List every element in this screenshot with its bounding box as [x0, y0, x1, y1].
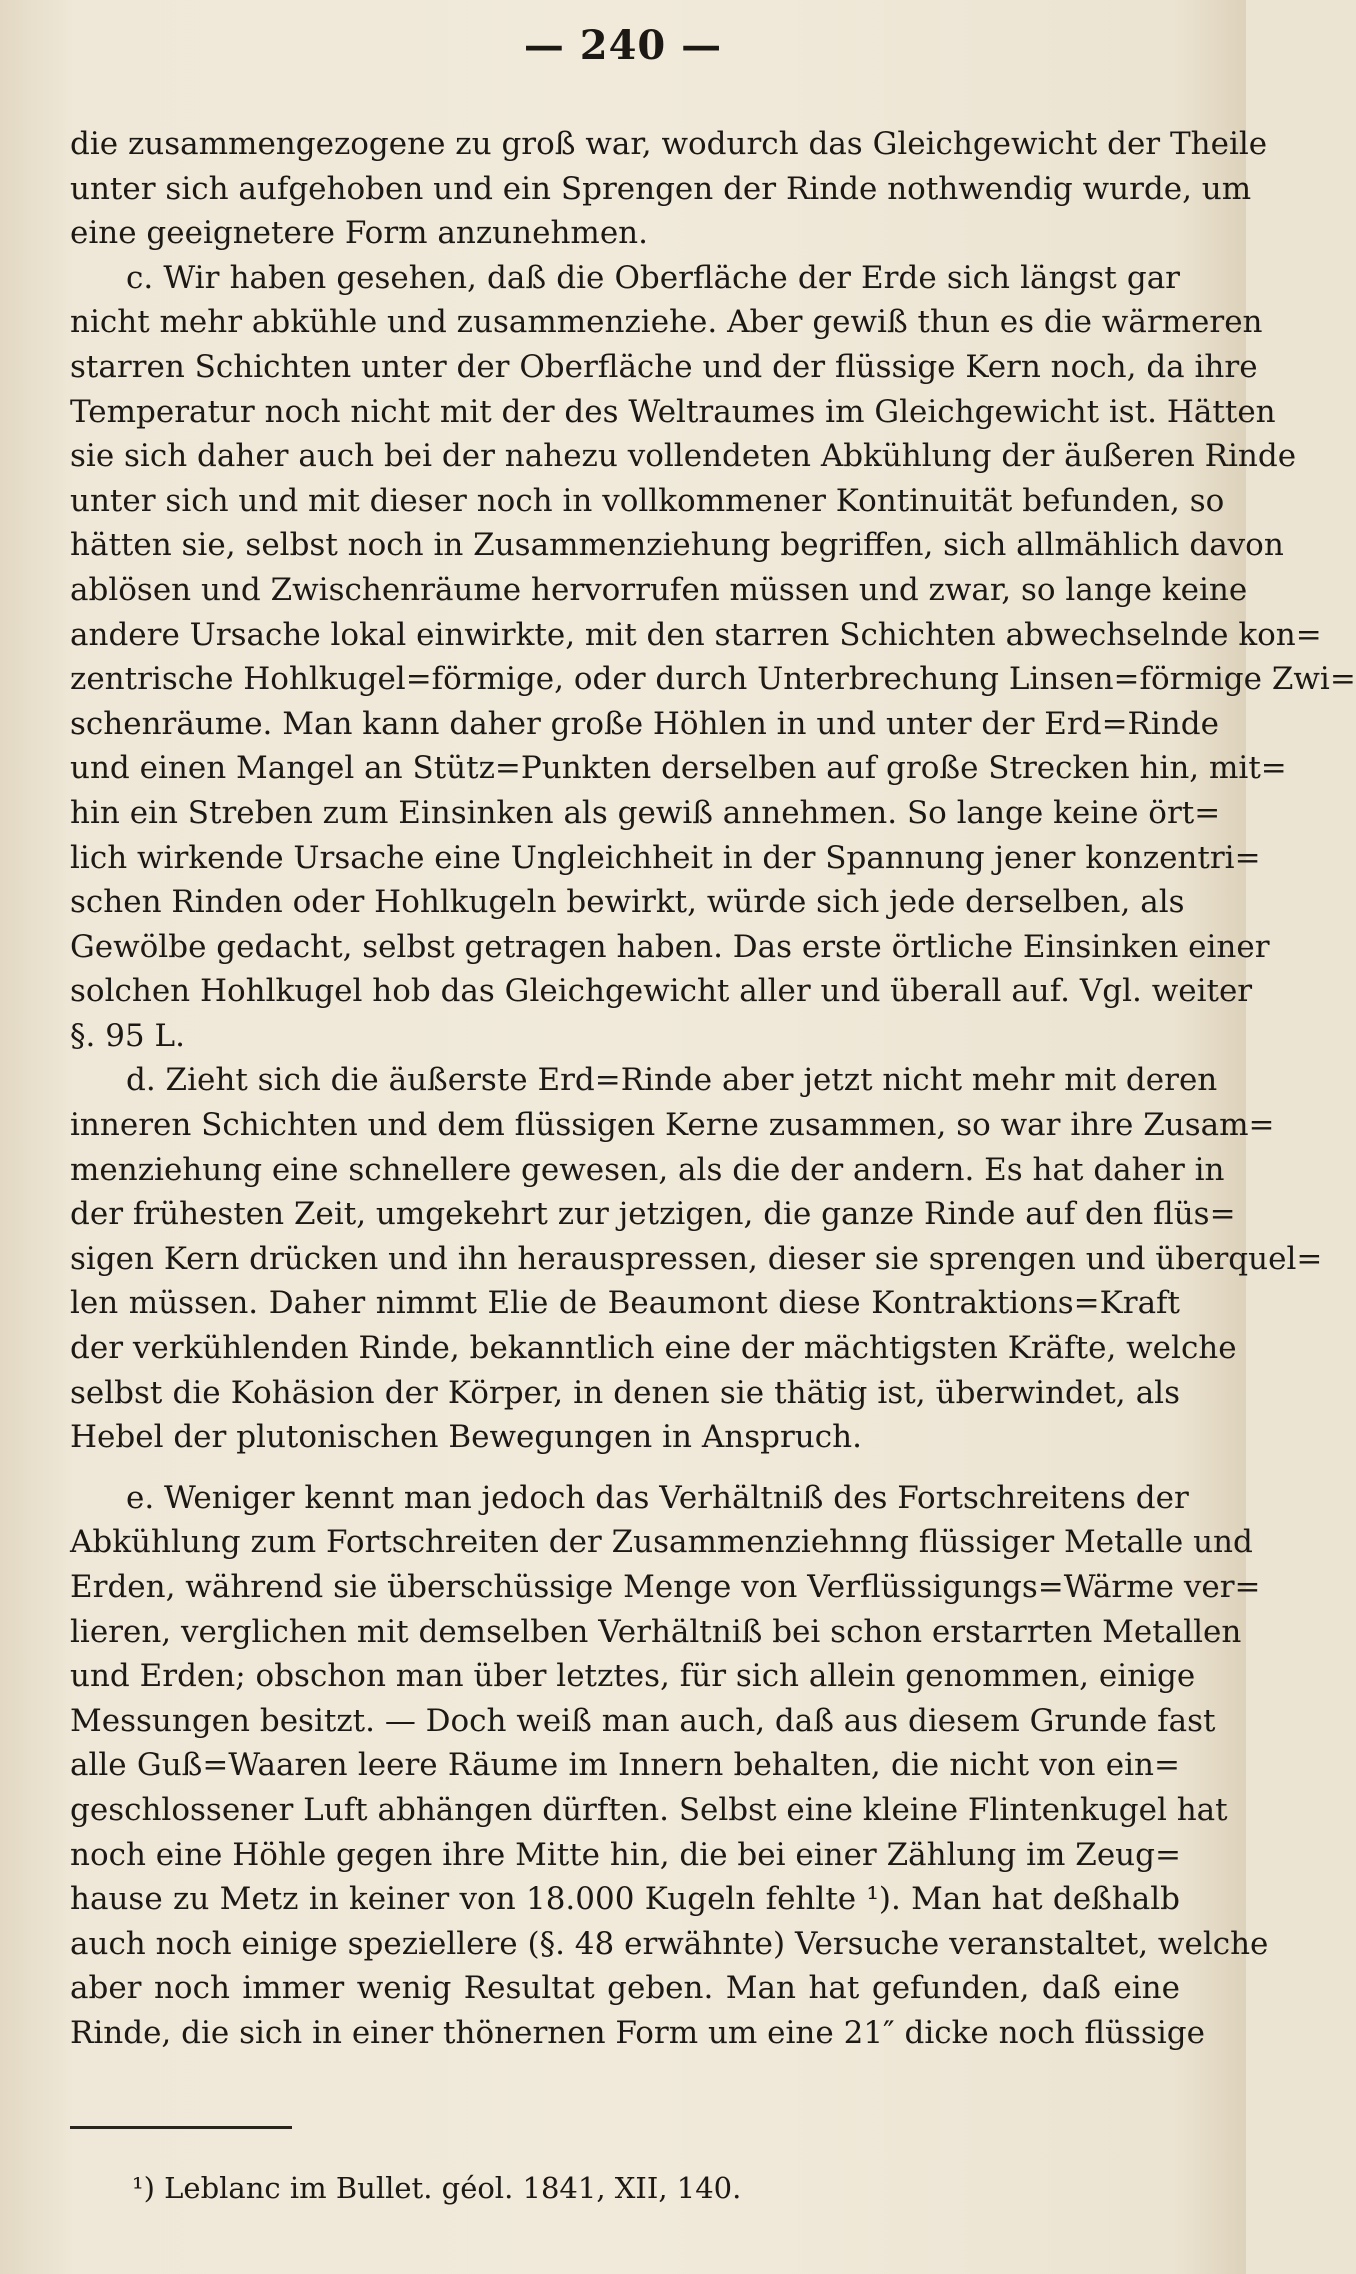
text-line: der verkühlenden Rinde, bekanntlich eine der mächtigsten Kräfte, welche [70, 1330, 1237, 1367]
text-line: alle Guß=Waaren leere Räume im Innern behalten, die nicht von ein= [70, 1747, 1180, 1784]
text-line: noch eine Höhle gegen ihre Mitte hin, die bei einer Zählung im Zeug= [70, 1836, 1181, 1873]
text-line: auch noch einige speziellere (§. 48 erwähnte) Versuche veranstaltet, welche [70, 1925, 1269, 1962]
text-line: len müssen. Daher nimmt Elie de Beaumont diese Kontraktions=Kraft [70, 1285, 1180, 1322]
text-line: Rinde, die sich in einer thönernen Form um eine 21″ dicke noch flüssige [70, 2014, 1205, 2051]
paragraph-c [70, 256, 1356, 1059]
text-line: Temperatur noch nicht mit der des Weltraumes im Gleichgewicht ist. Hätten [70, 393, 1276, 430]
text-line: Gewölbe gedacht, selbst getragen haben. Das erste örtliche Einsinken einer [70, 928, 1270, 965]
text-line: lieren, verglichen mit demselben Verhältniß bei schon erstarrten Metallen [70, 1613, 1242, 1650]
text-line: Messungen besitzt. — Doch weiß man auch, daß aus diesem Grunde fast [70, 1702, 1216, 1739]
text-line: andere Ursache lokal einwirkte, mit den starren Schichten abwechselnde kon= [70, 616, 1322, 653]
paragraph-continuation [70, 122, 1268, 256]
text-line: eine geeignetere Form anzunehmen. [70, 215, 648, 252]
text-line: sigen Kern drücken und ihn herauspressen, dieser sie sprengen und überquel= [70, 1240, 1323, 1277]
text-line: hätten sie, selbst noch in Zusammenziehung begriffen, sich allmählich davon [70, 527, 1284, 564]
text-line: sie sich daher auch bei der nahezu vollendeten Abkühlung der äußeren Rinde [70, 438, 1297, 475]
text-line: lich wirkende Ursache eine Ungleichheit in der Spannung jener konzentri= [70, 839, 1261, 876]
paragraph-d [70, 1058, 1323, 1459]
text-line: inneren Schichten und dem flüssigen Kerne zusammen, so war ihre Zusam= [70, 1107, 1275, 1144]
text-line: Erden, während sie überschüssige Menge von Verflüssigungs=Wärme ver= [70, 1569, 1261, 1605]
text-line: unter sich aufgehoben und ein Sprengen der Rinde nothwendig wurde, um [70, 170, 1252, 207]
text-line: geschlossener Luft abhängen dürften. Selbst eine kleine Flintenkugel hat [70, 1791, 1228, 1828]
text-line: menziehung eine schnellere gewesen, als die der andern. Es hat daher in [70, 1151, 1225, 1188]
text-line: die zusammengezogene zu groß war, wodurch das Gleichgewicht der Theile [70, 126, 1268, 162]
text-line: Abkühlung zum Fortschreiten der Zusammenziehnng flüssiger Metalle und [70, 1524, 1253, 1561]
text-line: zentrische Hohlkugel=förmige, oder durch Unterbrechung Linsen=förmige Zwi= [70, 661, 1356, 698]
text-line: d. Zieht sich die äußerste Erd=Rinde aber jetzt nicht mehr mit deren [126, 1062, 1218, 1099]
text-line: §. 95 L. [70, 1017, 185, 1054]
text-line: aber noch immer wenig Resultat geben. Man hat gefunden, daß eine [70, 1970, 1180, 2007]
text-line: schen Rinden oder Hohlkugeln bewirkt, würde sich jede derselben, als [70, 884, 1185, 921]
body-text [70, 122, 1356, 2056]
text-line: schenräume. Man kann daher große Höhlen in und unter der Erd=Rinde [70, 705, 1219, 742]
text-line: Hebel der plutonischen Bewegungen in Anspruch. [70, 1419, 862, 1456]
text-line: hin ein Streben zum Einsinken als gewiß annehmen. So lange keine ört= [70, 794, 1221, 831]
text-line: selbst die Kohäsion der Körper, in denen sie thätig ist, überwindet, als [70, 1374, 1180, 1411]
text-line: solchen Hohlkugel hob das Gleichgewicht aller und überall auf. Vgl. weiter [70, 973, 1253, 1010]
text-line: der frühesten Zeit, umgekehrt zur jetzigen, die ganze Rinde auf den flüs= [70, 1196, 1236, 1233]
text-line: nicht mehr abkühle und zusammenziehe. Aber gewiß thun es die wärmeren [70, 304, 1263, 341]
text-line: unter sich und mit dieser noch in vollkommener Kontinuität befunden, so [70, 482, 1225, 519]
text-line: und Erden; obschon man über letztes, für sich allein genommen, einige [70, 1658, 1196, 1695]
text-line: c. Wir haben gesehen, daß die Oberfläche der Erde sich längst gar [126, 259, 1180, 296]
text-line: e. Weniger kennt man jedoch das Verhältniß des Fortschreitens der [126, 1479, 1189, 1516]
footnote-divider [70, 2126, 292, 2129]
text-line: starren Schichten unter der Oberfläche und der flüssige Kern noch, da ihre [70, 348, 1258, 385]
text-line: ablösen und Zwischenräume hervorrufen müssen und zwar, so lange keine [70, 571, 1248, 608]
paragraph-e [70, 1476, 1269, 2056]
page-number: — 240 — [523, 22, 723, 69]
footnote: ¹) Leblanc im Bullet. géol. 1841, XII, 140. [132, 2171, 742, 2205]
text-line: hause zu Metz in keiner von 18.000 Kugeln fehlte ¹). Man hat deßhalb [70, 1881, 1180, 1918]
text-line: und einen Mangel an Stütz=Punkten derselben auf große Strecken hin, mit= [70, 750, 1287, 787]
